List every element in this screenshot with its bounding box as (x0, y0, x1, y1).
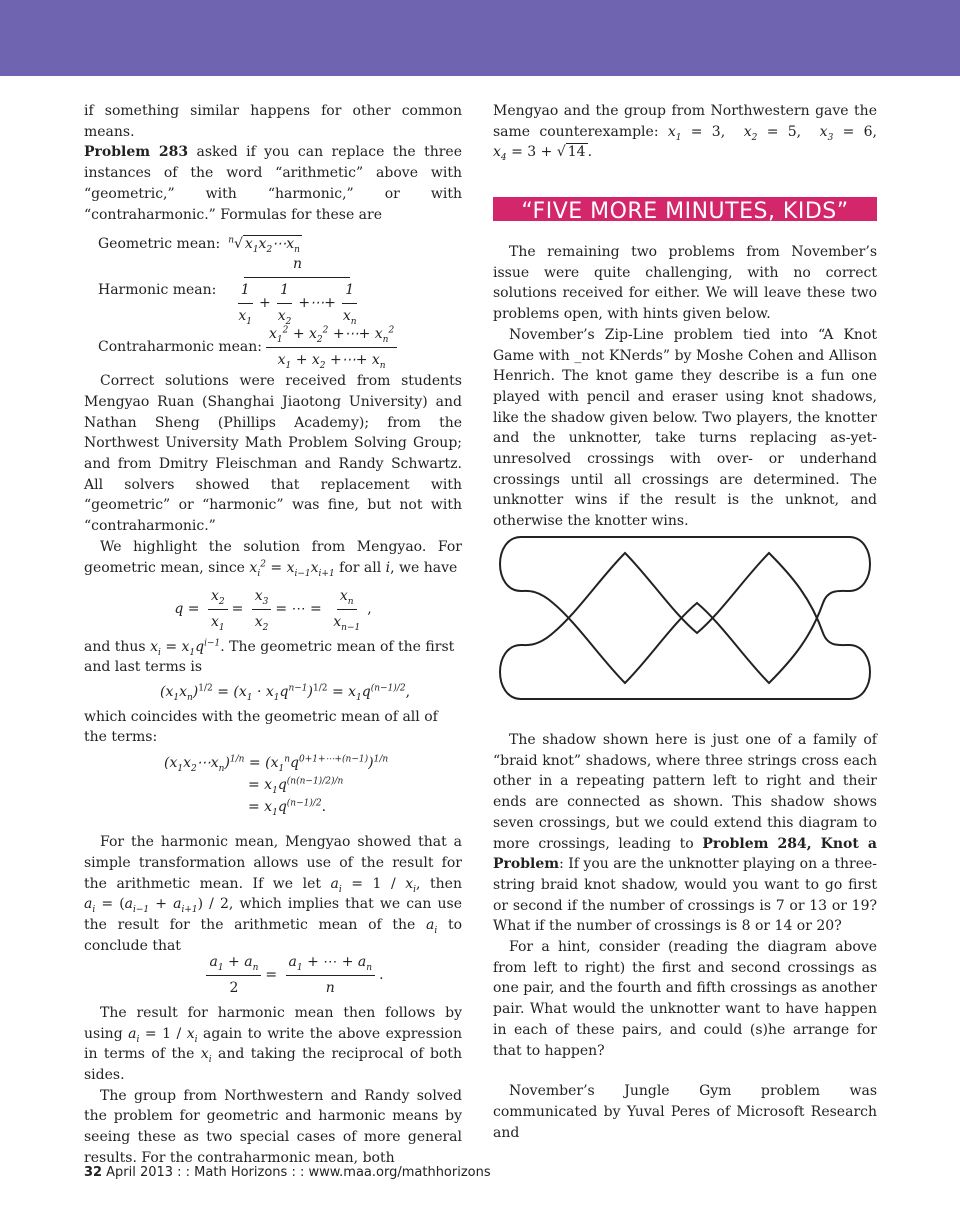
paragraph: November’s Jungle Gym problem was communicated by Yuval Peres of Microsoft Research and (493, 1083, 877, 1141)
right-column-body (493, 242, 877, 532)
header-band (0, 0, 960, 76)
problem-ref: Problem 283 (84, 144, 189, 161)
math: $^n$√ $x_1x_2\cdots x_n$ (228, 235, 300, 255)
knot-strand-top (500, 537, 870, 683)
text: asked if you can replace the three instances of the word “arithmetic” above with “geometric,” with “harmonic,” or with “contraharmonic.” Formulas for these are (84, 144, 462, 223)
paragraph: For a hint, consider (reading the diagram above from left to right) the first and second crossings as one pair, and the fourth and fifth crossings as another pair. What would the unknotter want to have happen in each of these pairs, and could (s)he arrange for that to happen? (493, 939, 877, 1059)
math: $\frac{x_1^2 + x_2^2 +\cdots+ x_n^2}{x_1 + x_2 +\cdots+ x_n}$ (266, 324, 397, 370)
knot-strand-bottom (500, 553, 870, 699)
formula-label: Harmonic mean: (98, 281, 217, 298)
paragraph: if something similar happens for other common means. (84, 103, 462, 140)
equation: $(x_1x_n)^{1/2} = (x_1 \cdot x_1q^{n-1})^{1/2} = x_1q^{(n-1)/2}$, (160, 683, 411, 703)
harmonic-mean-formula (98, 256, 462, 327)
right-column (493, 101, 877, 163)
paragraph: The remaining two problems from November’s issue were quite challenging, with no correct solutions received for either. We will leave these two problems open, with hints given below. (493, 244, 877, 323)
paragraph: The result for harmonic mean then follows by using $a_i = 1 / x_i$ again to write the above expression in terms of the $x_i$ and taking the reciprocal of both sides. (84, 1004, 463, 1083)
paragraph: November’s Zip-Line problem tied into “A Knot Game with _not KNerds” by Moshe Cohen and Allison Henrich. The knot game they describe is a fun one played with pencil and eraser using knot shadows, like the shadow given below. Two players, the knotter and the unknotter, take turns replacing as-yet-unresolved crossings with over- or underhand crossings until all crossings are determined. The unknotter wins if the result is the unknot, and otherwise the knotter wins. (493, 326, 877, 530)
paragraph: Mengyao and the group from Northwestern gave the same counterexample: $x_1 = 3$, $x_2 = 5$, $x_3 = 6$, $x_4 = 3$ + √ 14 . (493, 103, 878, 164)
page-footer (84, 1165, 491, 1180)
contraharmonic-mean-formula (98, 325, 462, 369)
equation: q = $\frac{x_2}{x_1}$ = $\frac{x_3}{x_2}$ = ⋯ = $\frac{x_n}{x_{n-1}}$ , (174, 588, 372, 633)
paragraph: The group from Northwestern and Randy solved the problem for geometric and harmonic means by seeing these as two special cases of more general results. For the contraharmonic mean, both (84, 1087, 462, 1166)
formula-label: Contraharmonic mean: (98, 338, 263, 355)
problem-ref: Problem 284, Knot a Problem (493, 835, 877, 873)
paragraph: which coincides with the geometric mean of all of the terms: (84, 708, 438, 746)
footer-text: April 2013 : : Math Horizons : : www.maa.org/mathhorizons (106, 1165, 491, 1180)
page-number: 32 (84, 1165, 103, 1180)
formula-label: Geometric mean: (98, 235, 221, 252)
paragraph: The shadow shown here is just one of a family of “braid knot” shadows, where three strings cross each other in a repeating pattern left to right and their ends are connected as shown. This shadow shows seven crossings, but we could extend this diagram to more crossings, leading to Problem 284, Knot a Problem: If you are the unknotter playing on a three-string braid knot shadow, would you want to go first or second if the number of crossings is 7 or 13 or 19? What if the number of crossings is 8 or 14 or 20? (493, 732, 877, 935)
paragraph (84, 142, 462, 225)
equation-block: $(x_1x_2\cdots x_n)^{1/n} = (x_1^nq^{0+1+\cdots+(n-1)})^{1/n}$ = $x_1q^{(n(n-1)/2)/n}$ = $x_1q^{(n-1)/2}$. (164, 754, 389, 818)
section-heading: “FIVE MORE MINUTES, KIDS” (493, 197, 877, 221)
paragraph: For the harmonic mean, Mengyao showed that a simple transformation allows use of the result for the arithmetic mean. If we let $a_i = 1 / x_i$, then $a_i = (a_{i-1} + a_{i+1}) / 2$, which implies that we can use the result for the arithmetic mean of the $a_i$ to conclude that (84, 834, 463, 954)
paragraph: and thus $x_i = x_1q^{i-1}$. The geometric mean of the first and last terms is (84, 638, 455, 676)
right-column-lower (493, 730, 877, 1143)
paragraph: Correct solutions were received from students Mengyao Ruan (Shanghai Jiaotong University) and Nathan Sheng (Phillips Academy); from the Northwest University Math Problem Solving Group; and from Dmitry Fleischman and Randy Schwartz. All solvers showed that replacement with “geometric” or “harmonic” was fine, but not with “contraharmonic.” (84, 373, 462, 535)
left-column (84, 101, 462, 1168)
paragraph: We highlight the solution from Mengyao. For geometric mean, since $x_i^2 = x_{i-1}x_{i+1}$ for all i, we have (84, 538, 462, 579)
math: n $\frac{1}{x_1}$ + $\frac{1}{x_2}$ +⋯+ $\frac{1}{x_n}$ (238, 256, 357, 327)
equation: $\frac{a_1 + a_n}{2}$ = $\frac{a_1 + \cdots + a_n}{n}$ . (124, 952, 462, 998)
braid-knot-shadow-diagram (493, 533, 877, 703)
